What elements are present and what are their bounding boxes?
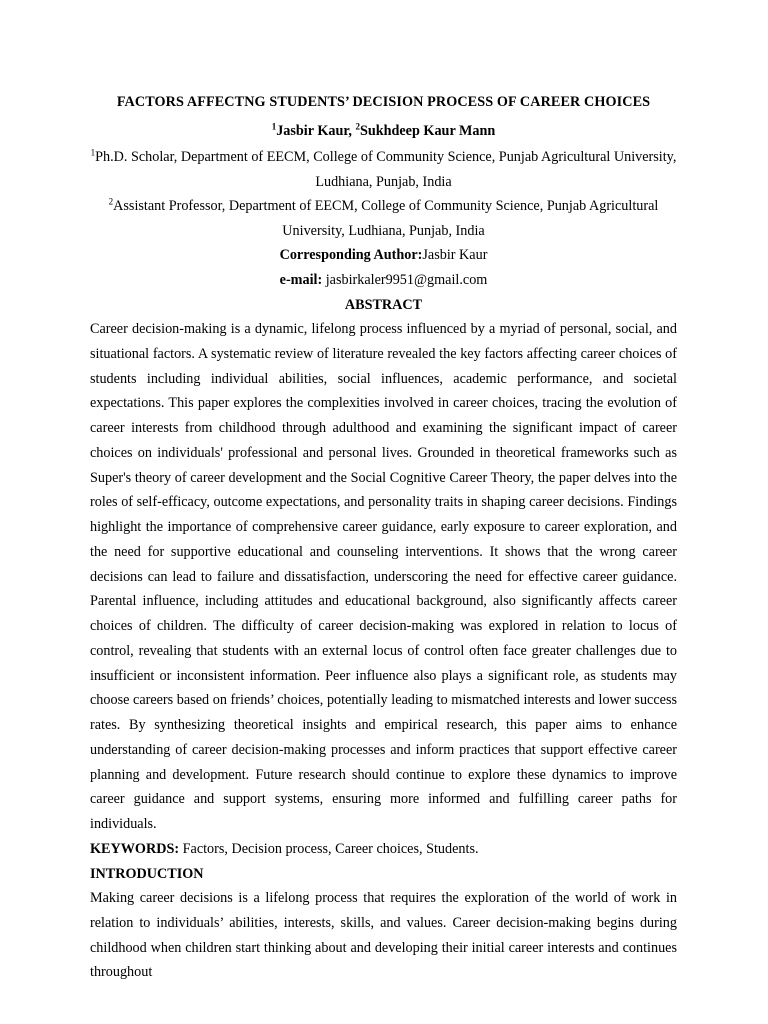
- author-2-name: Sukhdeep Kaur Mann: [359, 123, 496, 139]
- keywords-value: Factors, Decision process, Career choices, Students.: [179, 840, 479, 857]
- introduction-text: Making career decisions is a lifelong process that requires the exploration of the world of work in relation to individuals’ abilities, interests, skills, and values. Career decision-making begins during childhood when children start thinking about and developing their initial career interests and continues throughout: [90, 890, 677, 981]
- author-list: [90, 122, 677, 140]
- abstract-heading: ABSTRACT: [344, 296, 423, 313]
- corresponding-author-name: Jasbir Kaur: [422, 247, 488, 264]
- author-1-affiliation-marker: 1: [271, 121, 277, 132]
- paper-page: [90, 84, 677, 985]
- affiliation-1: [90, 145, 677, 194]
- affiliation-1-line-2: Ludhiana, Punjab, India: [315, 173, 452, 190]
- affiliation-2-line-1: Assistant Professor, Department of EECM, College of Community Science, Punjab Agricultural: [113, 198, 659, 215]
- email-label: e-mail:: [279, 271, 323, 288]
- affiliation-2: [90, 194, 677, 243]
- keywords-label: KEYWORDS:: [90, 840, 180, 857]
- paper-title: FACTORS AFFECTNG STUDENTS’ DECISION PROCESS OF CAREER CHOICES: [116, 94, 651, 110]
- affiliation-2-marker: 2: [108, 196, 114, 207]
- email-address: jasbirkaler9951@gmail.com: [322, 271, 488, 288]
- corresponding-author: [90, 243, 677, 268]
- introduction-heading: INTRODUCTION: [90, 865, 204, 882]
- corresponding-author-label: Corresponding Author:: [279, 247, 423, 264]
- affiliation-1-line-1: Ph.D. Scholar, Department of EECM, College of Community Science, Punjab Agricultural University,: [95, 149, 677, 165]
- affiliation-2-line-2: University, Ludhiana, Punjab, India: [282, 222, 485, 239]
- affiliation-1-marker: 1: [90, 147, 96, 158]
- abstract-text: Career decision-making is a dynamic, lifelong process influenced by a myriad of personal, social, and situational factors. A systematic review of literature revealed the key factors affecting career choices of students including individual abilities, social influences, academic performance, and societal expectations. This paper explores the complexities involved in career choices, tracing the evolution of career interests from childhood through adulthood and examining the significant impact of career choices on individuals' professional and personal lives. Grounded in theoretical frameworks such as Super's theory of career development and the Social Cognitive Career Theory, the paper delves into the roles of self-efficacy, outcome expectations, and personality traits in shaping career decisions. Findings highlight the importance of comprehensive career guidance, early exposure to career exploration, and the need for supportive educational and counseling interventions. It shows that the wrong career decisions can lead to failure and dissatisfaction, underscoring the need for effective career guidance. Parental influence, including attitudes and educational background, also significantly affects career choices of children. The difficulty of career decision-making was explored in relation to locus of control, revealing that students with an external locus of control often face greater challenges due to insufficient or inconsistent information. Peer influence also plays a significant role, as students may choose careers based on friends’ choices, potentially leading to mismatched interests and lower success rates. By synthesizing theoretical insights and empirical research, this paper aims to enhance understanding of career decision-making processes and inform practices that support effective career planning and development. Future research should continue to explore these dynamics to improve career guidance and support systems, ensuring more informed and fulfilling career paths for individuals.: [90, 321, 677, 833]
- author-2-affiliation-marker: 2: [355, 121, 360, 132]
- author-1-name: Jasbir Kaur,: [276, 123, 356, 139]
- keywords-line: [90, 837, 677, 862]
- email-line: [90, 268, 677, 293]
